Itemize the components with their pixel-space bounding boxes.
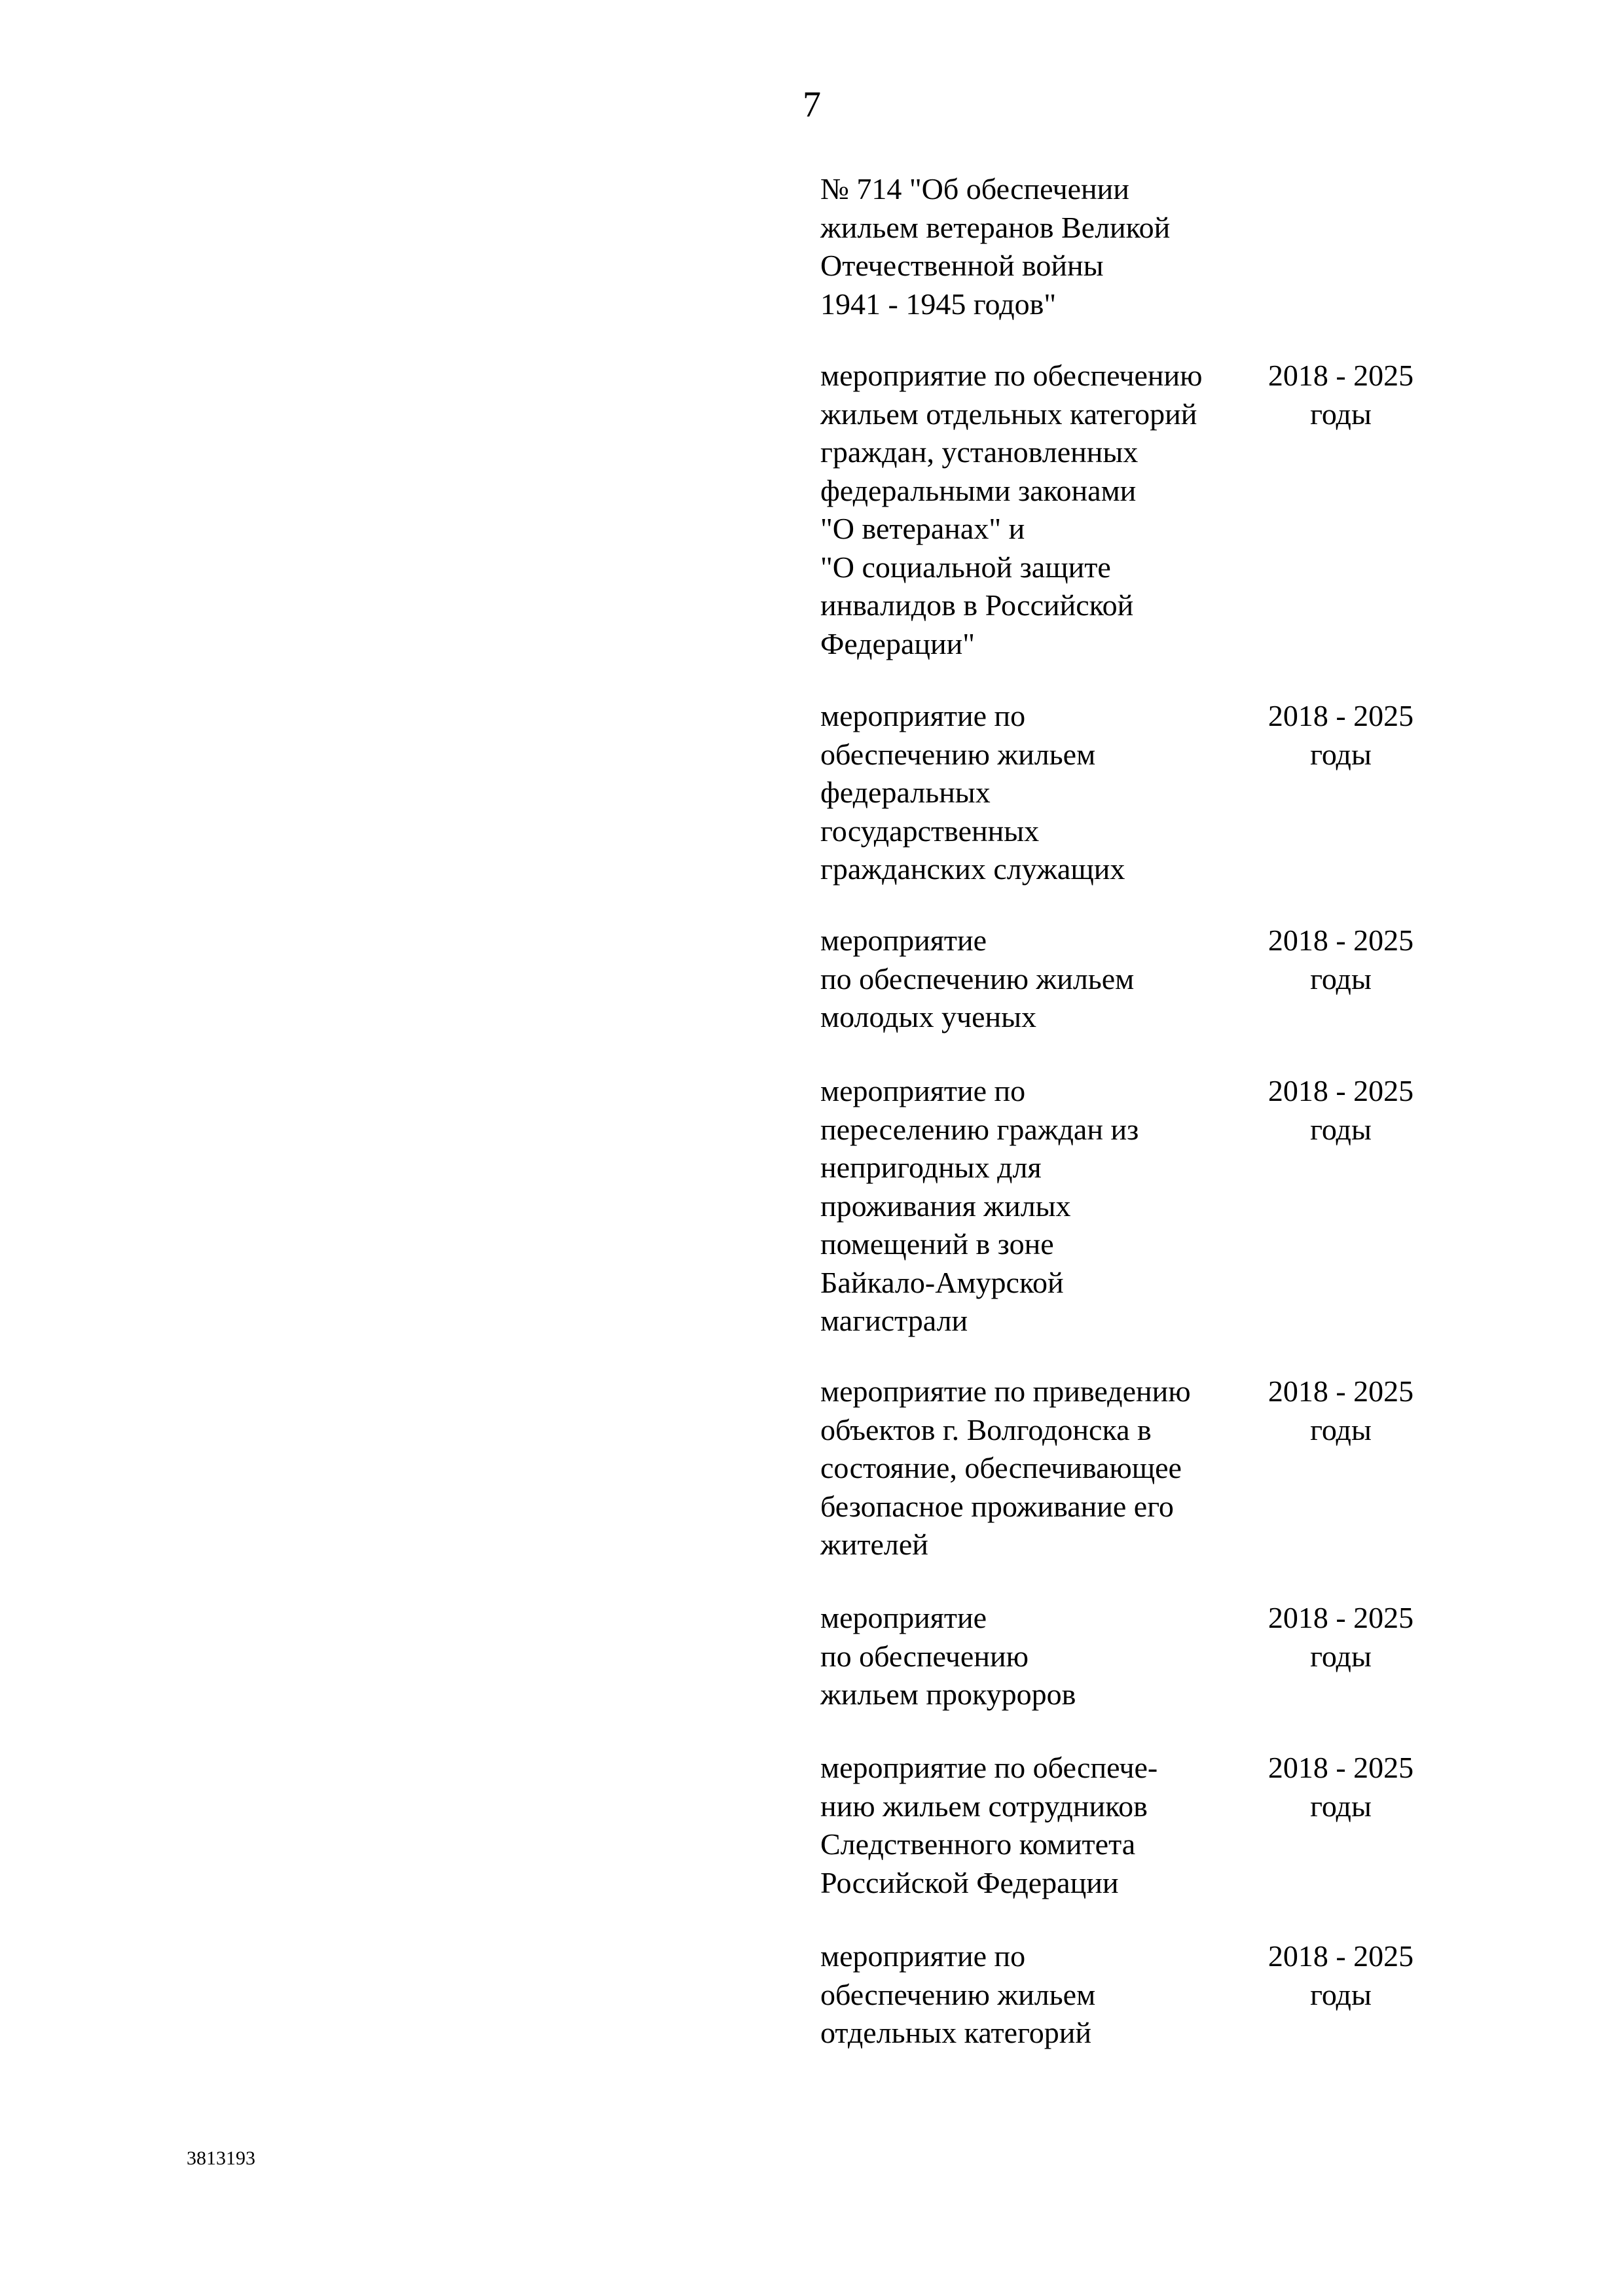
activity-line: мероприятие <box>820 924 987 957</box>
activity-line: мероприятие <box>820 1601 987 1634</box>
period-line: 2018 - 2025 <box>1267 924 1414 957</box>
period-line: 2018 - 2025 <box>1267 1601 1414 1634</box>
activity-line: безопасное проживание его <box>820 1489 1174 1523</box>
activity-line: по обеспечению жильем <box>820 961 1135 996</box>
activity-line: переселению граждан из <box>820 1112 1139 1146</box>
activity-description <box>820 1937 1239 2053</box>
activity-line: государственных <box>820 814 1040 848</box>
activity-line: Федерации" <box>820 626 976 660</box>
period-line: годы <box>1310 737 1372 771</box>
document-code: 3813193 <box>187 2147 255 2169</box>
activity-line: обеспечению жильем <box>820 1977 1096 2011</box>
activity-line: помещений в зоне <box>820 1227 1054 1261</box>
activity-line: жителей <box>820 1528 928 1561</box>
intro-line: 1941 - 1945 годов" <box>820 287 1057 321</box>
period-line: 2018 - 2025 <box>1267 1939 1414 1973</box>
activity-line: Байкало-Амурской <box>820 1265 1064 1299</box>
activity-line: обеспечению жильем <box>820 737 1096 771</box>
activity-description <box>820 357 1239 663</box>
intro-line: № 714 "Об обеспечении <box>820 172 1129 206</box>
activity-line: мероприятие по <box>820 699 1026 732</box>
activity-period <box>1246 357 1436 433</box>
activity-line: инвалидов в Российской <box>820 588 1134 622</box>
activity-period <box>1246 1937 1436 2014</box>
activity-line: мероприятие по <box>820 1939 1026 1973</box>
activity-description <box>820 697 1239 889</box>
period-line: годы <box>1310 397 1372 431</box>
activity-line: проживания жилых <box>820 1189 1071 1223</box>
activity-period <box>1246 1749 1436 1825</box>
activity-line: "О социальной защите <box>820 550 1111 584</box>
period-line: годы <box>1310 1789 1372 1823</box>
activity-description <box>820 1749 1239 1902</box>
period-line: 2018 - 2025 <box>1267 1074 1414 1107</box>
activity-line: Следственного комитета <box>820 1827 1136 1861</box>
period-line: годы <box>1310 1977 1372 2011</box>
activity-period <box>1246 697 1436 774</box>
activity-line: по обеспечению <box>820 1639 1029 1673</box>
activity-line: гражданских служащих <box>820 852 1125 886</box>
activity-line: состояние, обеспечивающее <box>820 1451 1182 1484</box>
activity-line: "О ветеранах" и <box>820 512 1025 545</box>
activity-line: мероприятие по обеспече- <box>820 1751 1158 1784</box>
intro-line: жильем ветеранов Великой <box>820 210 1171 244</box>
activity-description <box>820 1372 1239 1564</box>
period-line: 2018 - 2025 <box>1267 699 1414 732</box>
activity-line: отдельных категорий <box>820 2016 1092 2049</box>
period-line: 2018 - 2025 <box>1267 359 1414 392</box>
period-line: годы <box>1310 1412 1372 1446</box>
activity-line: мероприятие по приведению <box>820 1374 1191 1408</box>
activity-description <box>820 922 1239 1037</box>
activity-period <box>1246 1072 1436 1149</box>
page-number: 7 <box>803 84 821 125</box>
activity-line: жильем прокуроров <box>820 1677 1076 1711</box>
activity-line: непригодных для <box>820 1151 1042 1184</box>
activity-line: нию жильем сотрудников <box>820 1789 1148 1823</box>
period-line: 2018 - 2025 <box>1267 1751 1414 1784</box>
activity-description <box>820 1072 1239 1340</box>
period-line: 2018 - 2025 <box>1267 1374 1414 1408</box>
activity-line: мероприятие по обеспечению <box>820 359 1203 392</box>
period-line: годы <box>1310 1112 1372 1146</box>
activity-line: мероприятие по <box>820 1074 1026 1107</box>
activity-period <box>1246 1372 1436 1449</box>
period-line: годы <box>1310 1639 1372 1673</box>
activity-line: граждан, установленных <box>820 435 1139 469</box>
activity-description <box>820 1599 1239 1714</box>
period-line: годы <box>1310 961 1372 996</box>
intro-line: Отечественной войны <box>820 249 1104 282</box>
activity-line: Российской Федерации <box>820 1865 1119 1899</box>
activity-period <box>1246 922 1436 998</box>
activity-line: федеральных <box>820 776 991 809</box>
activity-line: объектов г. Волгодонска в <box>820 1412 1152 1446</box>
activity-line: молодых ученых <box>820 1000 1037 1033</box>
activity-line: федеральными законами <box>820 473 1137 507</box>
activity-line: магистрали <box>820 1304 968 1337</box>
activity-line: жильем отдельных категорий <box>820 397 1197 431</box>
activity-period <box>1246 1599 1436 1676</box>
